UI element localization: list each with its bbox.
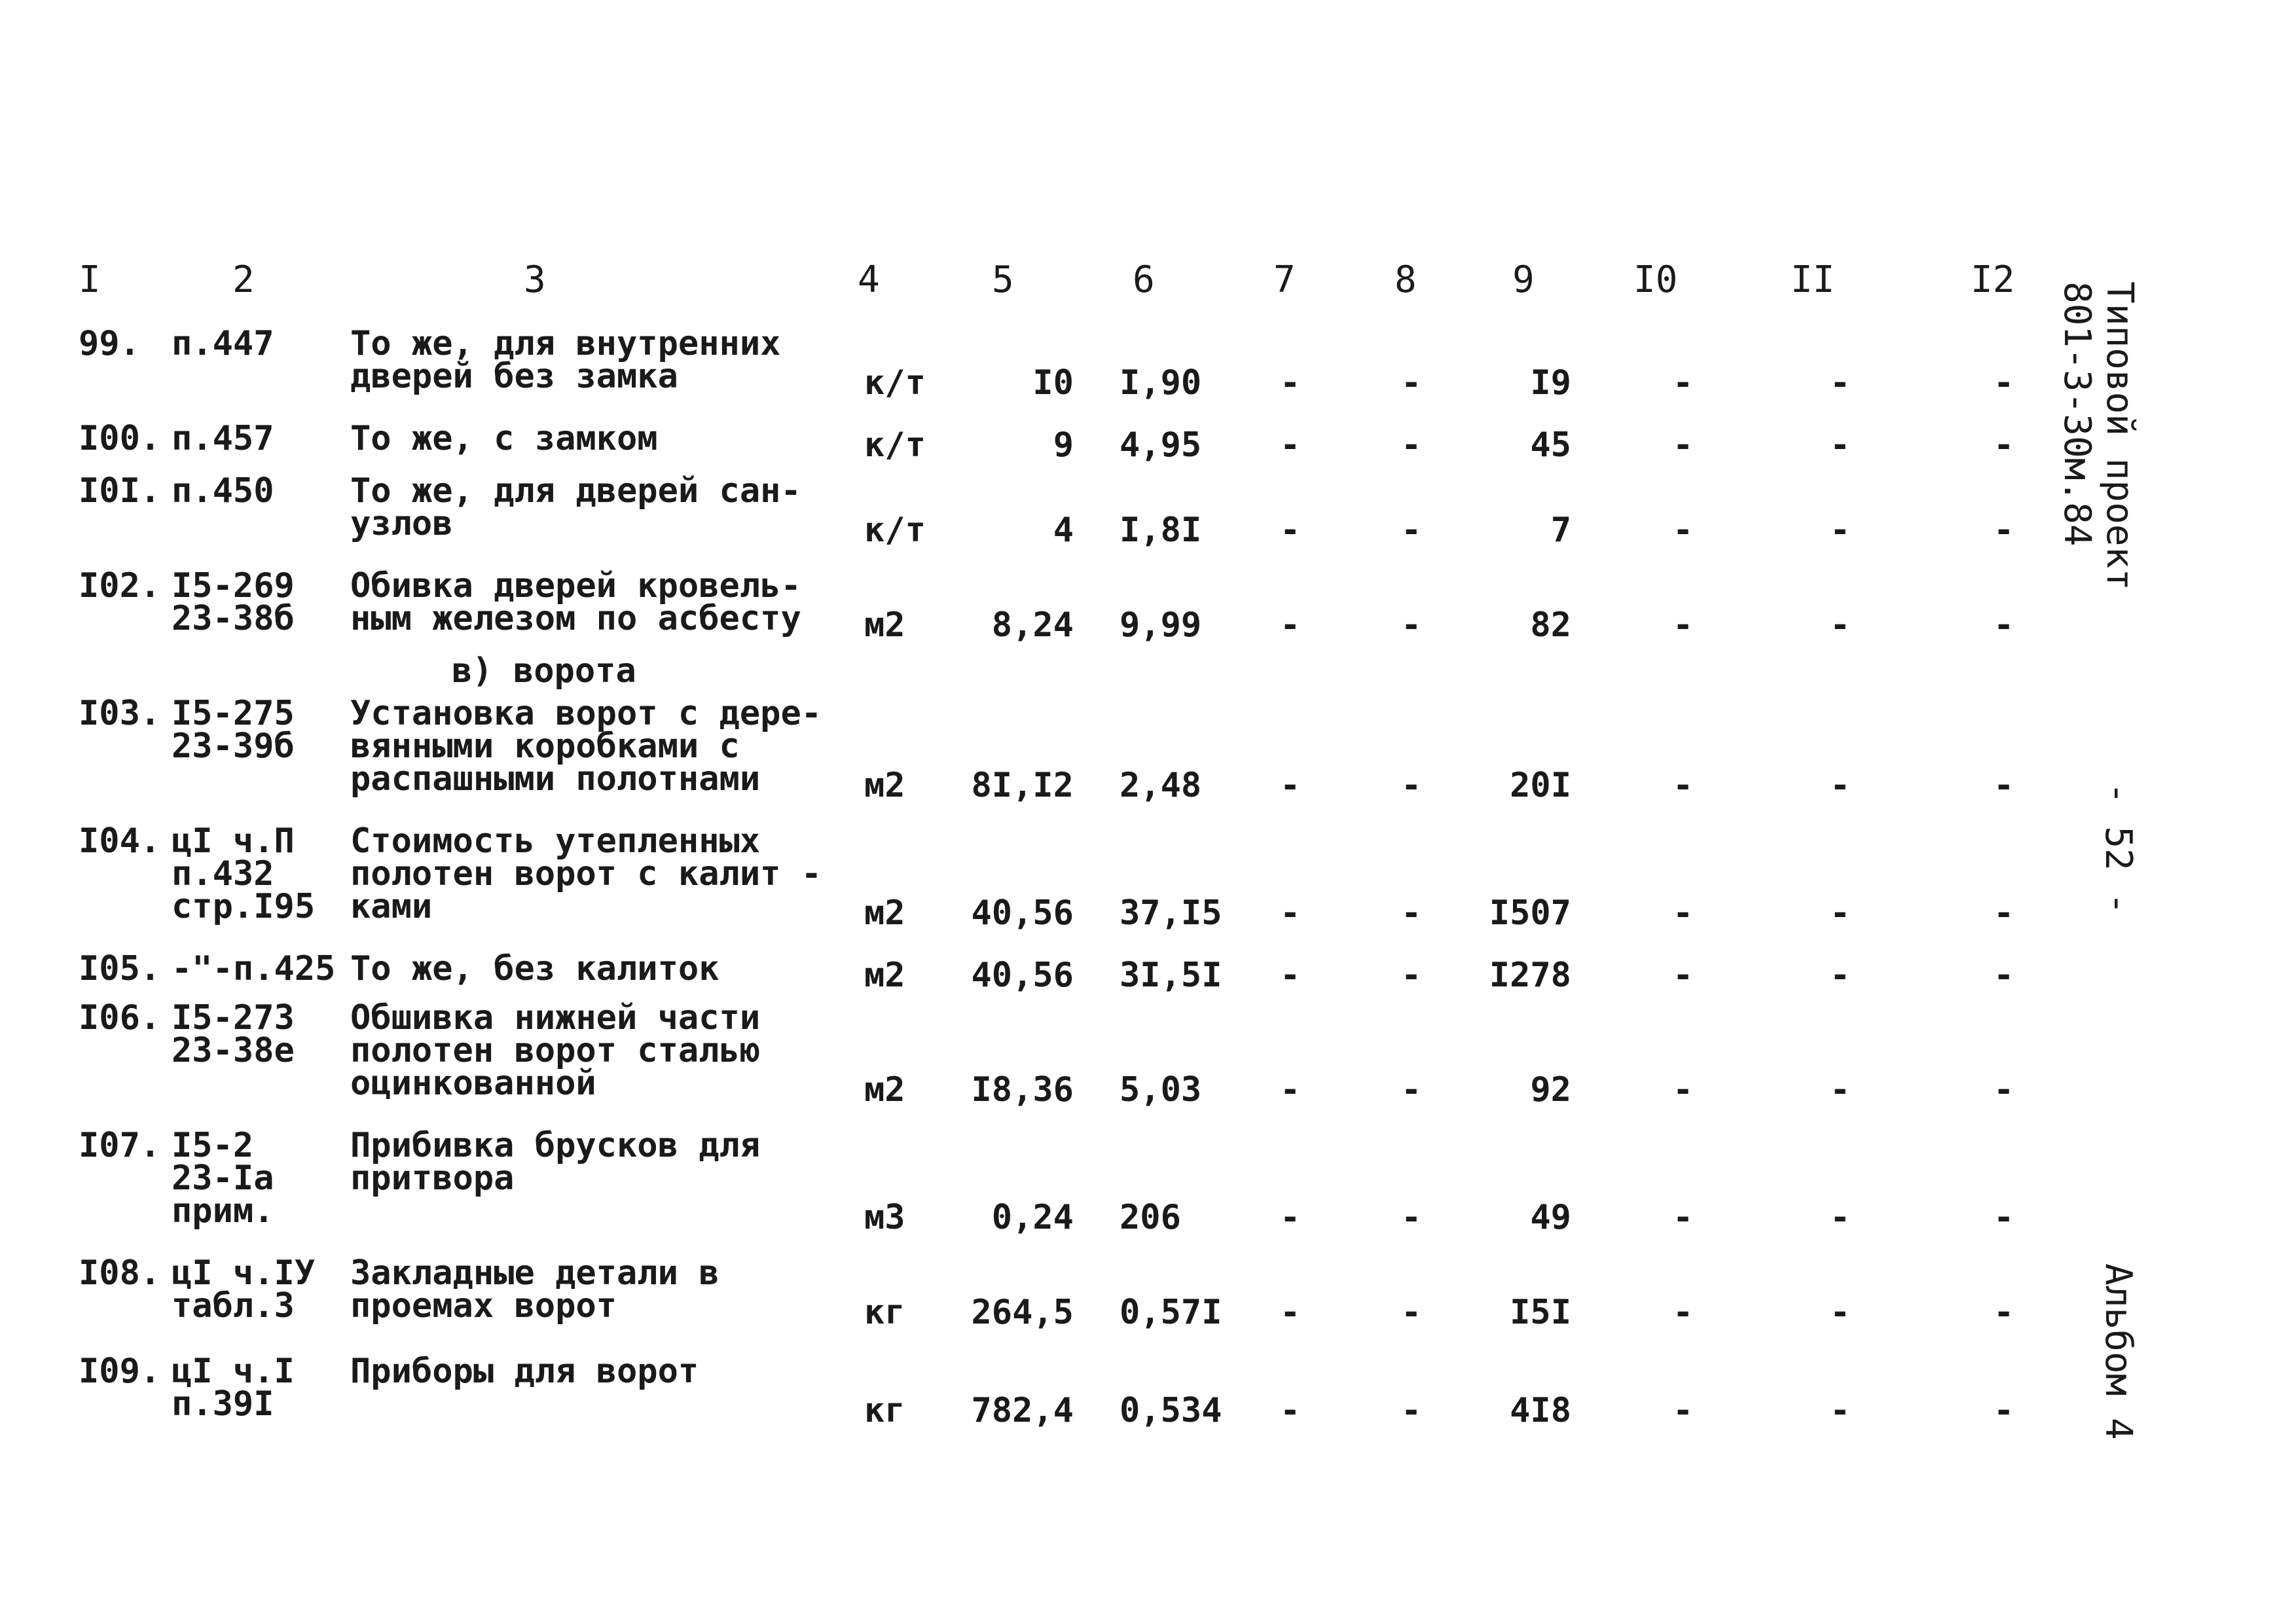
row-total: 82	[1530, 605, 1571, 645]
row-dash-c7: -	[1280, 766, 1301, 805]
row-description: Приборы для ворот	[350, 1352, 699, 1391]
row-total: I5I	[1510, 1293, 1571, 1332]
row-total: 4I8	[1510, 1391, 1571, 1430]
row-description: узлов	[350, 504, 453, 543]
row-dash-c12: -	[1994, 605, 2014, 645]
row-unit: м3	[864, 1198, 905, 1237]
row-description: ками	[350, 887, 433, 926]
row-dash-c11: -	[1830, 605, 1851, 645]
row-code: п.450	[172, 471, 274, 511]
row-unit: к/т	[864, 425, 926, 465]
row-description: Прибивка брусков для	[350, 1126, 761, 1165]
row-code: -"-п.425	[172, 949, 336, 988]
page-number: - 52 -	[2097, 782, 2140, 915]
row-dash-c10: -	[1673, 956, 1694, 995]
row-dash-c8: -	[1401, 363, 1422, 403]
row-dash-c11: -	[1830, 956, 1851, 995]
row-number: I0I.	[79, 471, 161, 511]
row-description: Стоимость утепленных	[350, 821, 761, 861]
row-price: 4,95	[1120, 425, 1202, 465]
row-dash-c12: -	[1994, 1391, 2014, 1430]
row-dash-c12: -	[1994, 511, 2014, 550]
row-dash-c12: -	[1994, 893, 2014, 933]
row-unit: м2	[864, 893, 905, 933]
column-header: 7	[1273, 259, 1296, 301]
row-code: п.457	[172, 419, 274, 458]
row-code: цI ч.I	[172, 1352, 295, 1391]
column-header: 5	[992, 259, 1014, 301]
row-code: I5-275	[172, 694, 295, 733]
row-description: Закладные детали в	[350, 1254, 720, 1293]
row-quantity: 40,56	[971, 893, 1074, 933]
row-dash-c8: -	[1401, 766, 1422, 805]
row-dash-c10: -	[1673, 1070, 1694, 1110]
row-description: Обшивка нижней части	[350, 998, 761, 1038]
row-code: п.432	[172, 854, 274, 893]
row-number: I07.	[79, 1126, 161, 1165]
row-price: 37,I5	[1120, 893, 1222, 933]
row-code: 23-38б	[172, 599, 295, 638]
row-quantity: 782,4	[971, 1391, 1074, 1430]
row-dash-c11: -	[1830, 1070, 1851, 1110]
row-unit: м2	[864, 605, 905, 645]
row-dash-c7: -	[1280, 511, 1301, 550]
row-number: I03.	[79, 694, 161, 733]
row-description: ным железом по асбесту	[350, 599, 801, 638]
project-number: 801-3-30м.84	[2056, 281, 2098, 547]
row-code: 23-38е	[172, 1031, 295, 1070]
row-code: стр.I95	[172, 887, 316, 926]
row-dash-c11: -	[1830, 893, 1851, 933]
row-dash-c7: -	[1280, 956, 1301, 995]
row-dash-c11: -	[1830, 1198, 1851, 1237]
row-dash-c10: -	[1673, 363, 1694, 403]
row-description: Установка ворот с дере-	[350, 694, 822, 733]
row-price: 3I,5I	[1120, 956, 1222, 995]
row-dash-c10: -	[1673, 1391, 1694, 1430]
row-description: дверей без замка	[350, 357, 678, 396]
row-dash-c12: -	[1994, 956, 2014, 995]
row-dash-c10: -	[1673, 511, 1694, 550]
row-dash-c11: -	[1830, 363, 1851, 403]
row-price: 206	[1120, 1198, 1181, 1237]
row-dash-c10: -	[1673, 1198, 1694, 1237]
row-number: I00.	[79, 419, 161, 458]
row-quantity: I0	[1032, 363, 1074, 403]
row-number: I08.	[79, 1254, 161, 1293]
column-header: I0	[1633, 259, 1678, 301]
row-number: I09.	[79, 1352, 161, 1391]
row-total: I278	[1489, 956, 1571, 995]
row-dash-c8: -	[1401, 425, 1422, 465]
row-dash-c8: -	[1401, 1070, 1422, 1110]
row-description: распашными полотнами	[350, 759, 761, 799]
row-dash-c7: -	[1280, 363, 1301, 403]
row-quantity: 8,24	[991, 605, 1074, 645]
row-description: полотен ворот с калит -	[350, 854, 822, 893]
row-dash-c12: -	[1994, 1293, 2014, 1332]
row-description: То же, с замком	[350, 419, 658, 458]
project-title: Типовой проект	[2098, 281, 2141, 591]
row-quantity: 4	[1053, 511, 1074, 550]
row-price: 0,534	[1120, 1391, 1222, 1430]
row-price: I,90	[1120, 363, 1202, 403]
row-description: проемах ворот	[350, 1286, 617, 1326]
row-dash-c12: -	[1994, 766, 2014, 805]
row-code: I5-269	[172, 566, 295, 605]
row-quantity: 8I,I2	[971, 766, 1074, 805]
row-code: 23-Iа	[172, 1159, 274, 1198]
row-dash-c7: -	[1280, 1070, 1301, 1110]
row-number: I04.	[79, 821, 161, 861]
column-header: 6	[1133, 259, 1155, 301]
row-dash-c12: -	[1994, 425, 2014, 465]
row-dash-c8: -	[1401, 956, 1422, 995]
row-dash-c7: -	[1280, 893, 1301, 933]
row-dash-c7: -	[1280, 1293, 1301, 1332]
row-description: То же, без калиток	[350, 949, 720, 988]
row-description: притвора	[350, 1159, 515, 1198]
row-unit: м2	[864, 956, 905, 995]
row-price: 5,03	[1120, 1070, 1202, 1110]
row-dash-c11: -	[1830, 1391, 1851, 1430]
row-code: табл.3	[172, 1286, 295, 1326]
row-total: I507	[1489, 893, 1571, 933]
column-header: II	[1791, 259, 1835, 301]
column-header: I	[79, 259, 101, 301]
row-dash-c12: -	[1994, 1198, 2014, 1237]
row-dash-c8: -	[1401, 511, 1422, 550]
row-quantity: 264,5	[971, 1293, 1074, 1332]
row-dash-c7: -	[1280, 1198, 1301, 1237]
row-total: 92	[1530, 1070, 1571, 1110]
row-dash-c7: -	[1280, 605, 1301, 645]
album-label: Альбом 4	[2097, 1263, 2140, 1440]
row-description: Обивка дверей кровель-	[350, 566, 801, 605]
section-subheading: в) ворота	[452, 651, 636, 691]
row-code: прим.	[172, 1191, 274, 1231]
row-number: I02.	[79, 566, 161, 605]
row-description: вянными коробками с	[350, 727, 740, 766]
row-unit: к/т	[864, 511, 926, 550]
row-dash-c12: -	[1994, 363, 2014, 403]
row-price: I,8I	[1120, 511, 1202, 550]
row-total: I9	[1530, 363, 1571, 403]
row-code: цI ч.IУ	[172, 1254, 316, 1293]
row-total: 49	[1530, 1198, 1571, 1237]
column-header: 2	[232, 259, 255, 301]
row-description: оцинкованной	[350, 1064, 596, 1103]
row-price: 0,57I	[1120, 1293, 1222, 1332]
row-number: I05.	[79, 949, 161, 988]
row-dash-c10: -	[1673, 1293, 1694, 1332]
row-dash-c8: -	[1401, 893, 1422, 933]
row-dash-c8: -	[1401, 1198, 1422, 1237]
row-total: 20I	[1510, 766, 1571, 805]
row-code: I5-2	[172, 1126, 254, 1165]
row-quantity: 9	[1053, 425, 1074, 465]
row-code: I5-273	[172, 998, 295, 1038]
row-price: 9,99	[1120, 605, 1202, 645]
row-unit: к/т	[864, 363, 926, 403]
row-code: п.447	[172, 324, 274, 363]
row-dash-c12: -	[1994, 1070, 2014, 1110]
row-dash-c11: -	[1830, 425, 1851, 465]
row-dash-c7: -	[1280, 425, 1301, 465]
row-description: То же, для внутренних	[350, 324, 781, 363]
row-dash-c8: -	[1401, 1293, 1422, 1332]
row-quantity: 40,56	[971, 956, 1074, 995]
row-quantity: 0,24	[991, 1198, 1074, 1237]
row-total: 7	[1550, 511, 1571, 550]
row-dash-c8: -	[1401, 605, 1422, 645]
row-unit: кг	[864, 1293, 905, 1332]
row-dash-c8: -	[1401, 1391, 1422, 1430]
row-unit: м2	[864, 766, 905, 805]
row-quantity: I8,36	[971, 1070, 1074, 1110]
row-description: То же, для дверей сан-	[350, 471, 801, 511]
row-total: 45	[1530, 425, 1571, 465]
column-header: 8	[1394, 259, 1417, 301]
row-dash-c10: -	[1673, 425, 1694, 465]
row-dash-c7: -	[1280, 1391, 1301, 1430]
row-description: полотен ворот сталью	[350, 1031, 761, 1070]
row-code: цI ч.П	[172, 821, 295, 861]
row-unit: кг	[864, 1391, 905, 1430]
row-dash-c11: -	[1830, 766, 1851, 805]
row-dash-c10: -	[1673, 893, 1694, 933]
row-dash-c10: -	[1673, 766, 1694, 805]
row-code: п.39I	[172, 1384, 274, 1424]
column-header: 9	[1512, 259, 1535, 301]
row-number: I06.	[79, 998, 161, 1038]
row-number: 99.	[79, 324, 140, 363]
column-header: 3	[524, 259, 546, 301]
column-header: 4	[858, 259, 880, 301]
row-dash-c10: -	[1673, 605, 1694, 645]
row-price: 2,48	[1120, 766, 1202, 805]
row-code: 23-39б	[172, 727, 295, 766]
row-dash-c11: -	[1830, 511, 1851, 550]
row-unit: м2	[864, 1070, 905, 1110]
column-header: I2	[1971, 259, 2015, 301]
row-dash-c11: -	[1830, 1293, 1851, 1332]
